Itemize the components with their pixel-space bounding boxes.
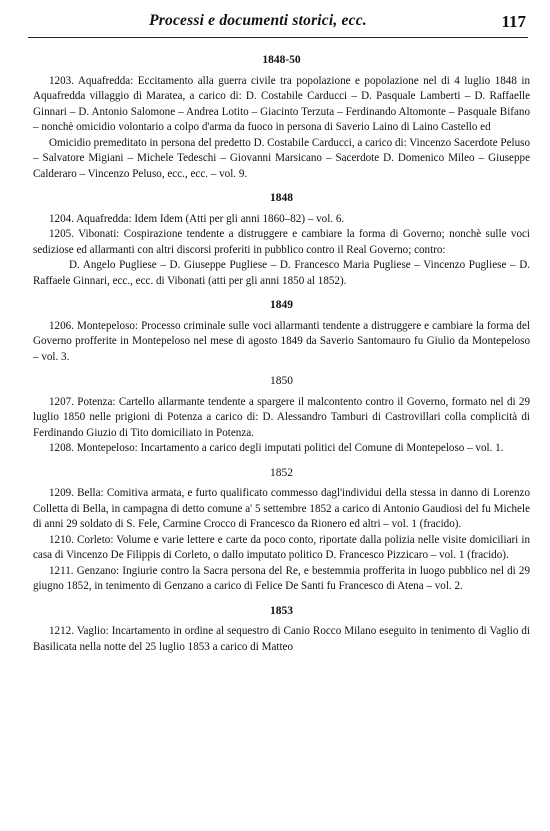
entry-paragraph: 1207. Potenza: Cartello allarmante tendente a spargere il malcontento contro il Governo, formato nel di 29 luglio 1850 nelle prigioni di Potenza a carico di: D. Alessandro Tamburi di Castrovillari colla complicità di Ferdinando Giuzio di Tito domiciliato in Potenza. [33, 395, 530, 439]
section-1848-50 [33, 53, 530, 182]
entry-paragraph: 1212. Vaglio: Incartamento in ordine al sequestro di Canio Rocco Milano eseguito in tenimento di Vaglio di Basilicata nella notte del 25 luglio 1853 a carico di Matteo [33, 625, 530, 653]
section-1849 [33, 298, 530, 365]
section-1848 [33, 191, 530, 289]
section-year: 1848 [270, 192, 293, 204]
entry-paragraph: 1206. Montepeloso: Processo criminale sulle voci allarmanti tendente a distruggere e cambiare la forma del Governo profferite in Montepeloso nel mese di agosto 1849 da Saverio Santomauro fu Giulio da Montepeloso – vol. 3. [33, 319, 530, 363]
section-year: 1852 [270, 466, 293, 479]
entry-paragraph: 1203. Aquafredda: Eccitamento alla guerra civile tra popolazione e popolazione nel di 4 luglio 1848 in Aquafredda villaggio di Maratea, a carico di: D. Costabile Carducci – D. Pasquale Lamberti – D. Raffaelle Ginnari – D. Antonio Salomone – Andrea Lotito – Giacinto Terzuta – Ferdinando Altomonte – Pasquale Bifano – nonchè omicidio volontario a colpo d'arma da fuoco in persona di Saverio Laino di Laino Castello ed [33, 74, 530, 133]
section-1850 [33, 374, 530, 457]
entry-paragraph: 1204. Aquafredda: Idem Idem (Atti per gli anni 1860–82) – vol. 6. [49, 212, 345, 225]
section-year: 1850 [270, 375, 293, 387]
page-number: 117 [501, 12, 526, 31]
entry-paragraph: Omicidio premeditato in persona del predetto D. Costabile Carducci, a carico di: Vincenzo Sacerdote Peluso – Salvatore Migiani – Michele Tedeschi – Giovanni Marsicano – Sacerdote D. Domenico Mileo – Giuseppe Calderaro – Vincenzo Peluso, ecc., ecc. – vol. 9. [33, 136, 530, 180]
page-header [30, 12, 526, 34]
entry-paragraph: 1205. Vibonati: Cospirazione tendente a distruggere e cambiare la forma di Governo; nonchè sulle voci sediziose ed allarmanti con altri discorsi proferiti in pubblico contro il Real Governo; contro: [33, 228, 530, 256]
section-year: 1849 [270, 299, 293, 311]
section-1853 [33, 604, 530, 656]
running-title: Processi e documenti storici, ecc. [149, 12, 367, 29]
section-year: 1848-50 [262, 54, 301, 66]
entry-paragraph: 1208. Montepeloso: Incartamento a carico degli imputati politici del Comune di Montepeloso – vol. 1. [49, 442, 504, 454]
entry-paragraph: 1211. Genzano: Ingiurie contro la Sacra persona del Re, e bestemmia profferita in luogo pubblico nel di 29 giugno 1852, in tenimento di Genzano a carico di Felice De Santi fu Francesco di Atena – vol. 2. [33, 564, 530, 592]
header-rule [28, 37, 528, 38]
section-1852 [33, 466, 530, 595]
entry-paragraph: D. Angelo Pugliese – D. Giuseppe Pugliese – D. Francesco Maria Pugliese – Vincenzo Pugliese – D. Raffaele Ginnari, ecc., ecc. di Vibonati (atti per gli anni 1850 al 1852). [33, 259, 530, 287]
document-body [33, 53, 530, 664]
entry-paragraph: 1210. Corleto: Volume e varie lettere e carte da poco conto, riportate dalla polizia nelle visite domiciliari in casa di Vincenzo De Filippis di Corleto, o dallo imputato politico D. Francesco Pizzicaro – vol. 1 (fracido). [33, 533, 530, 561]
section-year: 1853 [270, 604, 293, 617]
entry-paragraph: 1209. Bella: Comitiva armata, e furto qualificato commesso dagl'individui della stessa in danno di Lorenzo Colletta di Bella, in campagna di detto comune a' 5 settembre 1852 a carico di Antonio Gaudiosi del fu Michele di anni 29 soldato di S. Fele, Carmine Crocco di Francesco da Rionero ed altri – vol. 1 (fracido). [33, 487, 530, 530]
